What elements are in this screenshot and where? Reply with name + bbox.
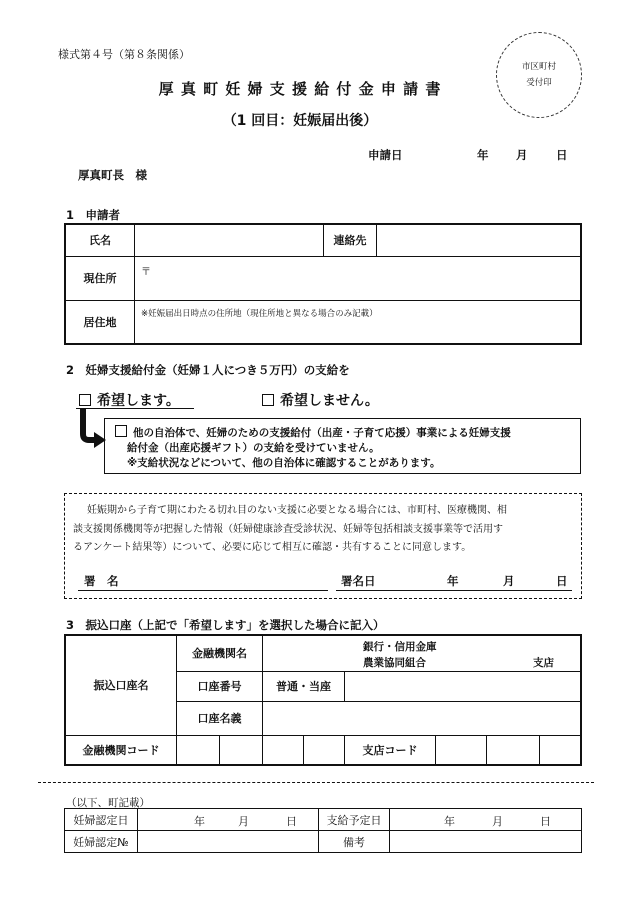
application-date-label: 申請日 bbox=[368, 148, 403, 162]
stamp-line1: 市区町村 bbox=[521, 62, 556, 72]
branch-code-digit[interactable] bbox=[540, 735, 582, 765]
contact-label: 連絡先 bbox=[324, 224, 377, 256]
signature-date-year: 年 bbox=[447, 574, 459, 588]
pay-date-field[interactable] bbox=[390, 809, 582, 831]
residence-field[interactable] bbox=[135, 300, 582, 344]
signature-date-month: 月 bbox=[503, 574, 515, 588]
bank-types-line2: 農業協同組合 bbox=[363, 657, 426, 669]
cert-date-year: 年 bbox=[194, 815, 205, 828]
bank-code-digit[interactable] bbox=[177, 735, 220, 765]
bank-types-line1: 銀行・信用金庫 bbox=[363, 641, 437, 653]
page-subtitle: （1 回目：妊娠届出後） bbox=[222, 113, 378, 129]
branch-code-digit[interactable] bbox=[487, 735, 540, 765]
remarks-label: 備考 bbox=[319, 831, 390, 853]
cert-date-label: 妊婦認定日 bbox=[65, 809, 138, 831]
section3-heading: 3 振込口座（上記で「希望します」を選択した場合に記入） bbox=[66, 618, 385, 632]
consent-line2: 談支援関係機関等が把握した情報（妊婦健康診査受診状況、妊婦等包括相談支援事業等で活用す bbox=[73, 523, 503, 535]
addressee: 厚真町長 様 bbox=[78, 168, 147, 182]
account-number-field[interactable] bbox=[345, 671, 582, 701]
address-label: 現住所 bbox=[65, 256, 135, 300]
cert-date-month: 月 bbox=[238, 815, 249, 828]
residence-note: ※妊娠届出日時点の住所地（現住所地と異なる場合のみ記載） bbox=[141, 308, 378, 319]
stamp-line2: 受付印 bbox=[526, 78, 552, 88]
page-title: 厚 真 町 妊 婦 支 援 給 付 金 申 請 書 bbox=[158, 80, 442, 98]
section1-heading: 1 申請者 bbox=[66, 208, 121, 222]
signature-date-line[interactable] bbox=[336, 590, 572, 591]
consent-line3: るアンケート結果等）について、必要に応じて相互に確認・共有することに同意します。 bbox=[73, 542, 472, 553]
account-type-options: 普通・当座 bbox=[276, 680, 331, 693]
office-use-heading: （以下、町記載） bbox=[66, 797, 150, 809]
account-type-field[interactable] bbox=[263, 671, 345, 701]
pay-date-year: 年 bbox=[444, 815, 455, 828]
bank-code-label: 金融機関コード bbox=[65, 735, 177, 765]
bank-name-field[interactable] bbox=[263, 635, 582, 671]
applicant-table bbox=[64, 223, 582, 345]
cert-number-label: 妊婦認定№ bbox=[65, 831, 138, 853]
other-municipality-checkbox[interactable] bbox=[115, 425, 580, 441]
checkbox-icon bbox=[262, 394, 274, 406]
section2-heading: 2 妊婦支援給付金（妊婦１人につき５万円）の支給を bbox=[66, 363, 350, 377]
name-label: 氏名 bbox=[65, 224, 135, 256]
consent-line1: 妊娠期から子育て期にわたる切れ目のない支援に必要となる場合には、市町村、医療機関、相 bbox=[87, 505, 507, 516]
account-number-label: 口座番号 bbox=[177, 671, 263, 701]
option-no-wish-label: 希望しません。 bbox=[280, 393, 379, 409]
bank-code-digit[interactable] bbox=[263, 735, 304, 765]
other-line3: ※支給状況などについて、他の自治体に確認することがあります。 bbox=[127, 457, 441, 469]
pay-date-month: 月 bbox=[492, 815, 503, 828]
bank-name-label: 金融機関名 bbox=[177, 635, 263, 671]
cert-number-field[interactable] bbox=[138, 831, 319, 853]
residence-label: 居住地 bbox=[65, 300, 135, 344]
contact-field[interactable] bbox=[377, 224, 582, 256]
address-field[interactable] bbox=[135, 256, 582, 300]
application-date-day: 日 bbox=[556, 148, 568, 162]
pay-date-day: 日 bbox=[540, 815, 551, 828]
option-wish-label: 希望します。 bbox=[97, 393, 180, 409]
signature-line[interactable] bbox=[78, 590, 328, 591]
checkbox-icon bbox=[79, 394, 91, 406]
form-number: 様式第４号（第８条関係） bbox=[58, 48, 190, 61]
office-use-separator bbox=[38, 782, 594, 783]
cert-date-day: 日 bbox=[286, 815, 297, 828]
account-holder-label: 口座名義 bbox=[177, 701, 263, 735]
signature-date-label: 署名日 bbox=[341, 574, 376, 588]
bank-code-digit[interactable] bbox=[220, 735, 263, 765]
option-no-wish-checkbox[interactable] bbox=[262, 390, 379, 410]
bank-account-table bbox=[64, 634, 582, 766]
other-municipality-box bbox=[104, 418, 581, 474]
reception-stamp-circle bbox=[496, 32, 582, 118]
cert-date-field[interactable] bbox=[138, 809, 319, 831]
branch-code-label: 支店コード bbox=[345, 735, 436, 765]
office-use-table bbox=[64, 808, 582, 853]
branch-suffix: 支店 bbox=[533, 657, 554, 669]
option-wish-checkbox[interactable] bbox=[79, 390, 180, 410]
application-date-year: 年 bbox=[477, 148, 489, 162]
application-date-month: 月 bbox=[516, 148, 528, 162]
signature-label: 署 名 bbox=[84, 574, 119, 588]
other-line2: 給付金（出産応援ギフト）の支給を受けていません。 bbox=[127, 442, 380, 454]
bank-code-digit[interactable] bbox=[304, 735, 345, 765]
signature-date-day: 日 bbox=[556, 574, 568, 588]
account-holder-field[interactable] bbox=[263, 701, 582, 735]
other-line1: 他の自治体で、妊婦のための支援給付（出産・子育て応援）事業による妊婦支援 bbox=[133, 427, 511, 439]
name-field[interactable] bbox=[135, 224, 324, 256]
postal-mark: 〒 bbox=[141, 266, 151, 278]
remarks-field[interactable] bbox=[390, 831, 582, 853]
checkbox-icon bbox=[115, 425, 127, 437]
account-label: 振込口座名 bbox=[65, 635, 177, 735]
branch-code-digit[interactable] bbox=[436, 735, 487, 765]
pay-date-label: 支給予定日 bbox=[319, 809, 390, 831]
